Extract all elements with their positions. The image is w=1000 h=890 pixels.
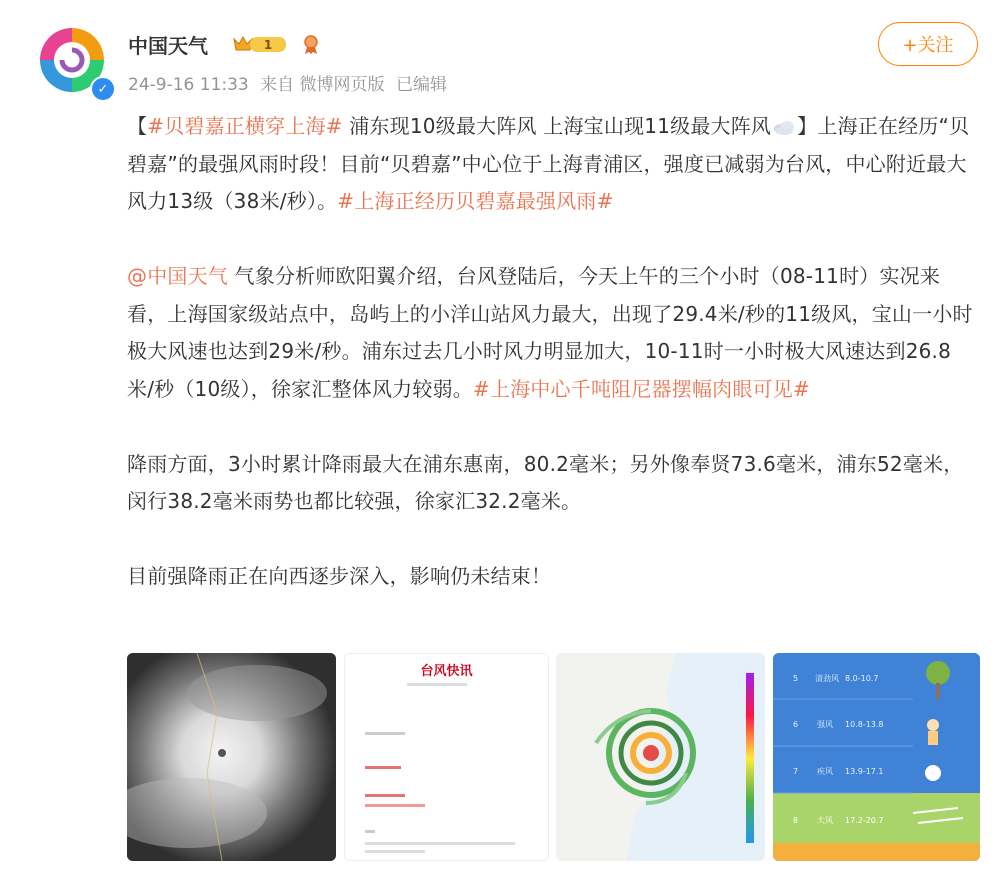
- radar-map-thumbnail[interactable]: [556, 653, 765, 861]
- hashtag-link[interactable]: #贝碧嘉正横穿上海#: [147, 114, 343, 138]
- post-meta: [128, 70, 453, 95]
- wind-name-8: 大风: [817, 816, 833, 825]
- wind-speed-6: 10.8-13.8: [845, 720, 884, 729]
- wind-level-8: 8: [793, 816, 799, 825]
- satellite-image-thumbnail[interactable]: [127, 653, 336, 861]
- paragraph-3: 降雨方面，3小时累计降雨最大在浦东惠南，80.2毫米；另外像奉贤73.6毫米，浦东52毫米，闵行38.2毫米雨势也都比较强，徐家汇32.2毫米。: [127, 451, 964, 513]
- typhoon-bulletin-thumbnail[interactable]: [344, 653, 549, 861]
- wind-name-7: 疾风: [817, 767, 833, 776]
- wind-scale-table-image: [773, 653, 980, 861]
- avatar[interactable]: [32, 20, 112, 100]
- bracket-close: 】: [797, 114, 818, 138]
- wind-speed-8: 17.2-20.7: [845, 816, 884, 825]
- post-text: [127, 108, 973, 596]
- verified-badge-icon: ✓: [90, 76, 116, 102]
- post-timestamp[interactable]: 24-9-16 11:33: [128, 75, 249, 95]
- cloud-emoji-icon: [772, 118, 796, 136]
- wind-speed-5: 8.0-10.7: [845, 674, 879, 683]
- wind-name-6: 强风: [817, 720, 833, 729]
- paragraph-4: 目前强降雨正在向西逐步深入，影响仍未结束！: [127, 564, 552, 588]
- paragraph-2-body: 气象分析师欧阳翼介绍，台风登陆后，今天上午的三个小时（08-11时）实况来看，上海国家级站点中，岛屿上的小洋山站风力最大，出现了29.4米/秒的11级风，宝山一小时极大风速也达到29米/秒。浦东过去几小时风力明显加大，10-11时一小时极大风速达到26.8米/秒（10级），徐家汇整体风力较弱。: [127, 264, 973, 401]
- image-gallery: [127, 653, 980, 861]
- hashtag-link[interactable]: #上海正经历贝碧嘉最强风雨#: [337, 189, 614, 213]
- mention-link[interactable]: @中国天气: [127, 264, 228, 288]
- wind-name-5: 清劲风: [815, 674, 839, 683]
- account-name[interactable]: 中国天气: [128, 34, 208, 58]
- wind-speed-7: 13.9-17.1: [845, 767, 884, 776]
- vip-crown-badge-icon[interactable]: [232, 33, 288, 55]
- follow-button[interactable]: +关注: [878, 22, 978, 66]
- post-source: 来自 微博网页版: [260, 75, 385, 95]
- bracket-open: 【: [127, 114, 148, 138]
- hashtag-link[interactable]: #上海中心千吨阻尼器摆幅肉眼可见#: [473, 376, 810, 401]
- wind-level-6: 6: [793, 720, 799, 729]
- headline-text: 浦东现10级最大阵风 上海宝山现11级最大阵风: [342, 114, 772, 138]
- paragraph-1: [127, 108, 973, 221]
- radar-map-image: [556, 653, 765, 861]
- satellite-cloud-image: [127, 653, 336, 861]
- wind-level-5: 5: [793, 674, 799, 683]
- wind-level-7: 7: [793, 767, 799, 776]
- paragraph-1-body: 上海正在经历“贝碧嘉”的最强风雨时段！目前“贝碧嘉”中心位于上海青浦区，强度已减弱为台风，中心附近最大风力13级（38米/秒）。: [127, 114, 970, 213]
- wind-scale-chart-thumbnail[interactable]: [773, 653, 980, 861]
- bulletin-title: 台风快讯: [420, 664, 473, 679]
- medal-badge-icon[interactable]: [300, 33, 322, 55]
- paragraph-2: [127, 258, 973, 408]
- post-edited-label[interactable]: 已编辑: [395, 75, 447, 95]
- vip-level: 1: [263, 38, 273, 52]
